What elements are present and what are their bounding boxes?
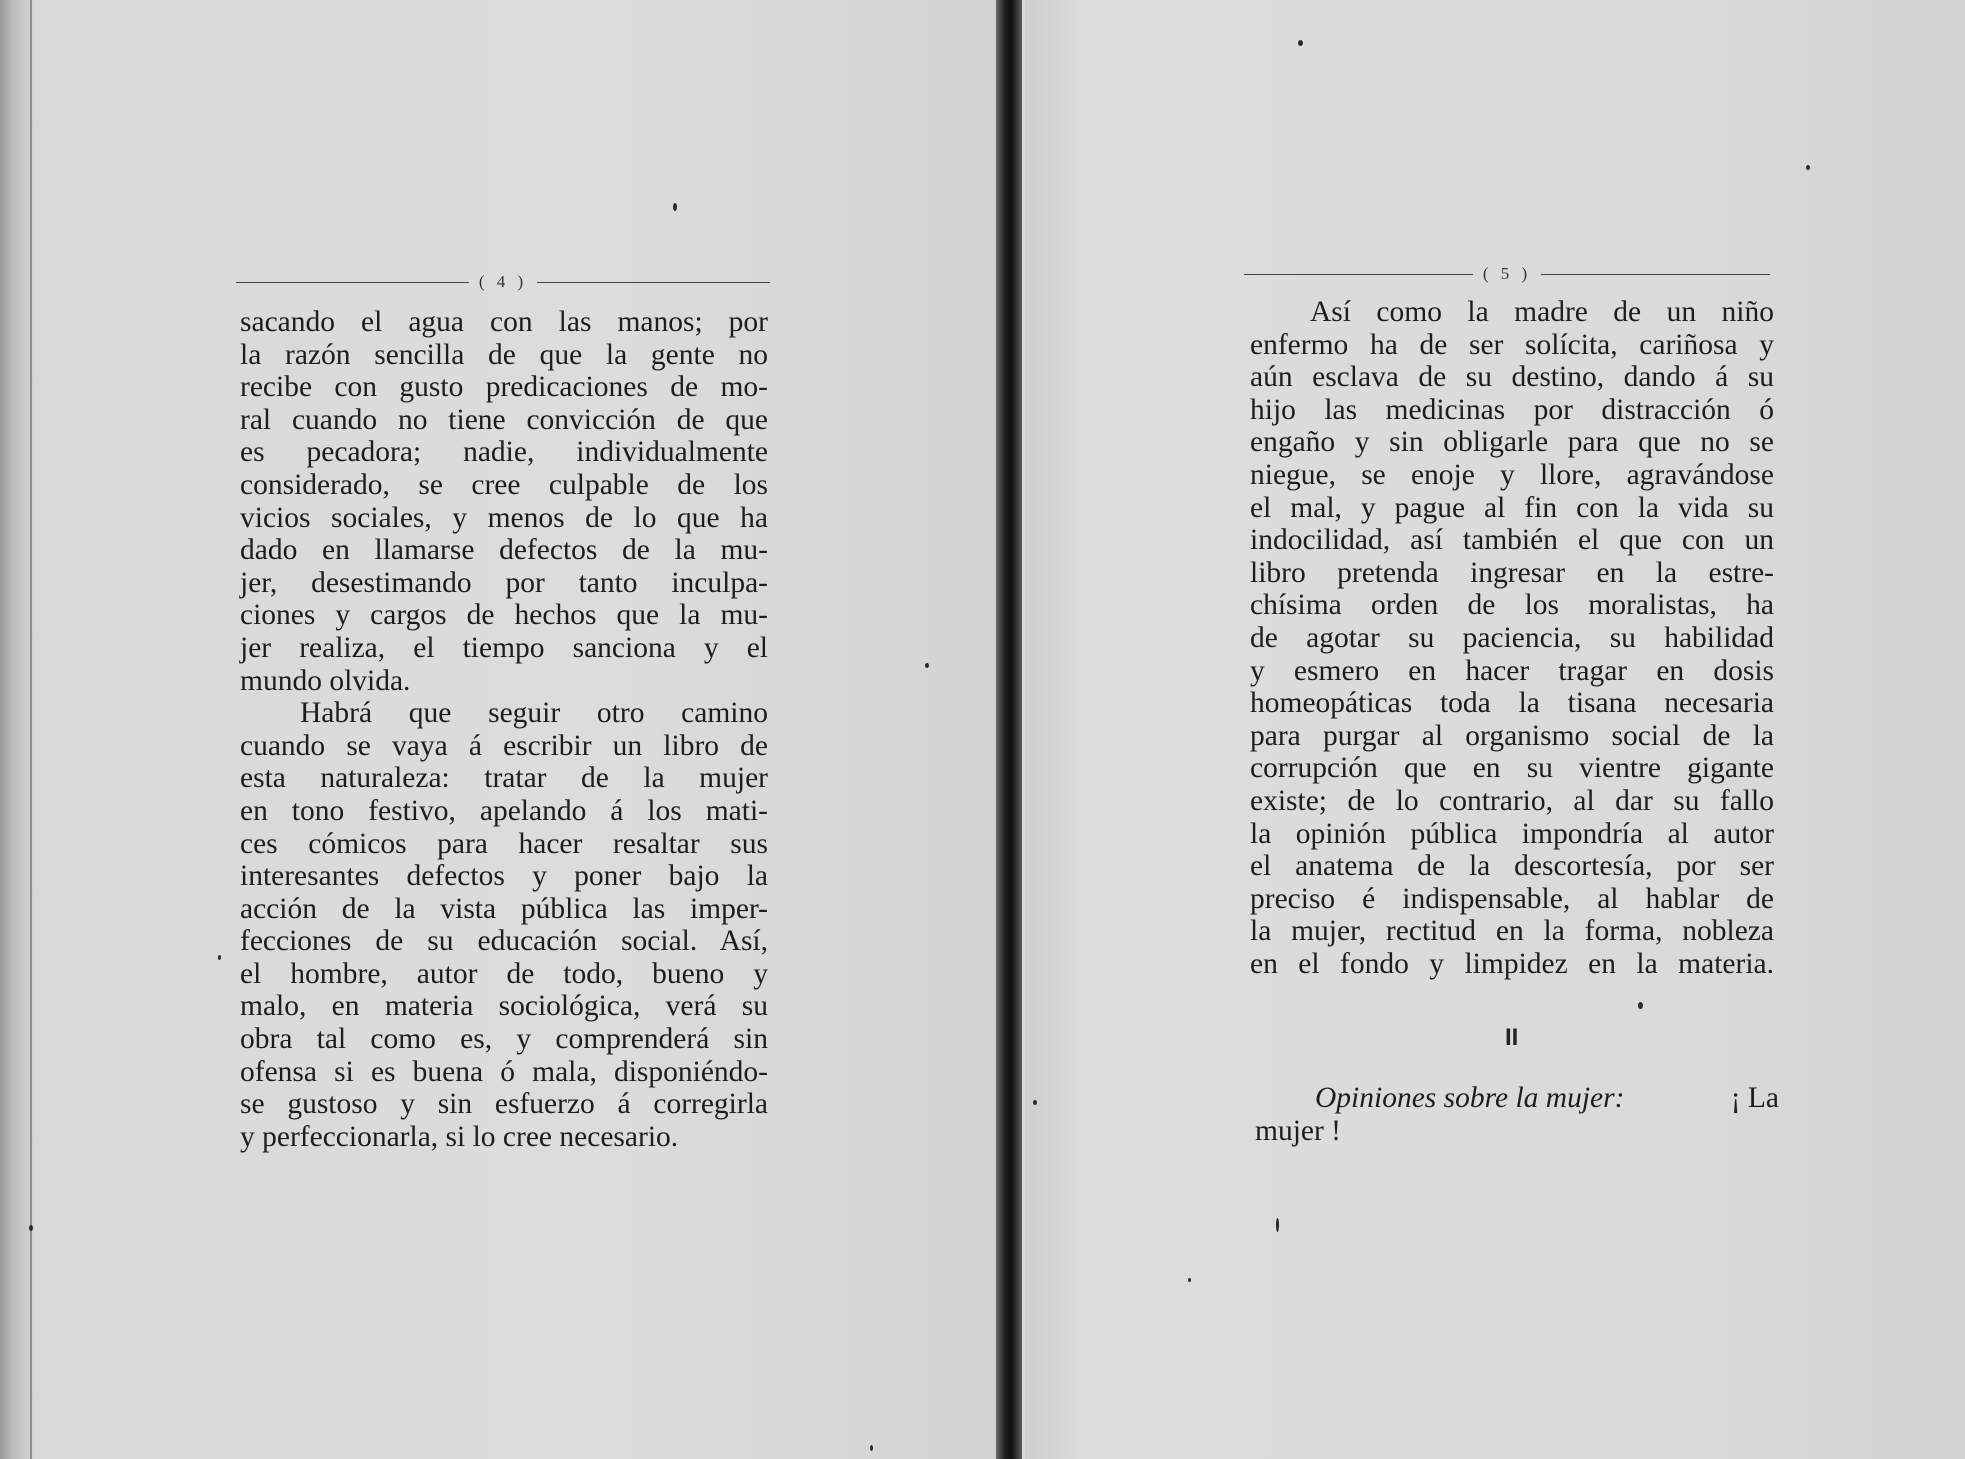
text-line: cuando se vaya á escribir un libro de: [240, 729, 768, 762]
text-line: engaño y sin obligarle para que no se: [1250, 426, 1774, 459]
text-line: para purgar al organismo social de la: [1250, 719, 1774, 752]
left-page-number: ( 4 ): [478, 272, 528, 291]
right-page-header: [1244, 264, 1770, 284]
text-line: chísima orden de los moralistas, ha: [1250, 589, 1774, 622]
dust-speck: [218, 955, 221, 960]
text-line: ral cuando no tiene convicción de que: [240, 403, 768, 436]
dust-speck: [1276, 1218, 1279, 1232]
text-line: la opinión pública impondría al autor: [1250, 817, 1774, 850]
left-page-text: [240, 306, 768, 1153]
text-line: fecciones de su educación social. Así,: [240, 925, 768, 958]
text-line: y esmero en hacer tragar en dosis: [1250, 654, 1774, 687]
header-rule-right: [537, 282, 770, 283]
text-line: ces cómicos para hacer resaltar sus: [240, 827, 768, 860]
epigraph-italic-text: Opiniones sobre la mujer:: [1315, 1082, 1625, 1114]
text-line: jer, desestimando por tanto inculpa-: [240, 566, 768, 599]
epigraph-exclamation: ¡ La: [1730, 1082, 1779, 1114]
text-line: de agotar su paciencia, su habilidad: [1250, 621, 1774, 654]
text-line: es pecadora; nadie, individualmente: [240, 436, 768, 469]
text-line: indocilidad, así también el que con un: [1250, 524, 1774, 557]
text-line: el anatema de la descortesía, por ser: [1250, 850, 1774, 883]
text-line: considerado, se cree culpable de los: [240, 468, 768, 501]
right-page-text: [1250, 296, 1774, 980]
text-line: interesantes defectos y poner bajo la: [240, 860, 768, 893]
epigraph-first-line: [1255, 1082, 1779, 1115]
dust-speck: [1298, 40, 1303, 46]
text-line: niegue, se enoje y llore, agravándose: [1250, 458, 1774, 491]
text-line: jer realiza, el tiempo sanciona y el: [240, 631, 768, 664]
text-line: vicios sociales, y menos de lo que ha: [240, 501, 768, 534]
header-rule-right: [1541, 274, 1770, 275]
text-line: libro pretenda ingresar en la estre-: [1250, 556, 1774, 589]
dust-speck: [1806, 165, 1810, 170]
text-line: mundo olvida.: [240, 664, 411, 697]
epigraph-second-line: mujer !: [1255, 1114, 1342, 1147]
text-line: enfermo ha de ser solícita, cariñosa y: [1250, 328, 1774, 361]
text-line: hijo las medicinas por distracción ó: [1250, 393, 1774, 426]
dust-speck: [1033, 1100, 1037, 1105]
header-rule-left: [1244, 274, 1473, 275]
text-line: recibe con gusto predicaciones de mo-: [240, 371, 768, 404]
text-line: y perfeccionarla, si lo cree necesario.: [240, 1120, 679, 1153]
dust-speck: [1188, 1278, 1191, 1282]
dust-speck: [29, 1225, 33, 1231]
dust-speck: [1638, 1002, 1643, 1009]
text-line: se gustoso y sin esfuerzo á corregirla: [240, 1088, 768, 1121]
text-line: el mal, y pague al fin con la vida su: [1250, 491, 1774, 524]
text-line: ciones y cargos de hechos que la mu-: [240, 599, 768, 632]
text-line: el hombre, autor de todo, bueno y: [240, 957, 768, 990]
text-line: malo, en materia sociológica, verá su: [240, 990, 768, 1023]
dust-speck: [870, 1445, 873, 1451]
text-line: en el fondo y limpidez en la materia.: [1250, 947, 1774, 980]
right-page-number: ( 5 ): [1482, 264, 1532, 283]
text-line: homeopáticas toda la tisana necesaria: [1250, 687, 1774, 720]
text-line: esta naturaleza: tratar de la mujer: [240, 762, 768, 795]
header-rule-left: [236, 282, 469, 283]
left-page-header: [236, 272, 770, 292]
text-line: aún esclava de su destino, dando á su: [1250, 361, 1774, 394]
text-line: sacando el agua con las manos; por: [240, 306, 768, 338]
text-line: Así como la madre de un niño: [1310, 296, 1774, 328]
dust-speck: [673, 203, 677, 211]
epigraph: [1255, 1082, 1779, 1147]
text-line: la mujer, rectitud en la forma, nobleza: [1250, 915, 1774, 948]
text-line: obra tal como es, y comprenderá sin: [240, 1023, 768, 1056]
text-line: existe; de lo contrario, al dar su fallo: [1250, 784, 1774, 817]
text-line: dado en llamarse defectos de la mu-: [240, 534, 768, 567]
text-line: en tono festivo, apelando á los mati-: [240, 794, 768, 827]
section-number: II: [1505, 1024, 1519, 1051]
text-line: preciso é indispensable, al hablar de: [1250, 882, 1774, 915]
book-gutter: [996, 0, 1022, 1459]
text-line: Habrá que seguir otro camino: [300, 697, 768, 730]
text-line: acción de la vista pública las imper-: [240, 892, 768, 925]
left-page-edge: [0, 0, 34, 1459]
text-line: ofensa si es buena ó mala, disponiéndo-: [240, 1055, 768, 1088]
text-line: la razón sencilla de que la gente no: [240, 338, 768, 371]
dust-speck: [925, 663, 929, 668]
text-line: corrupción que en su vientre gigante: [1250, 752, 1774, 785]
